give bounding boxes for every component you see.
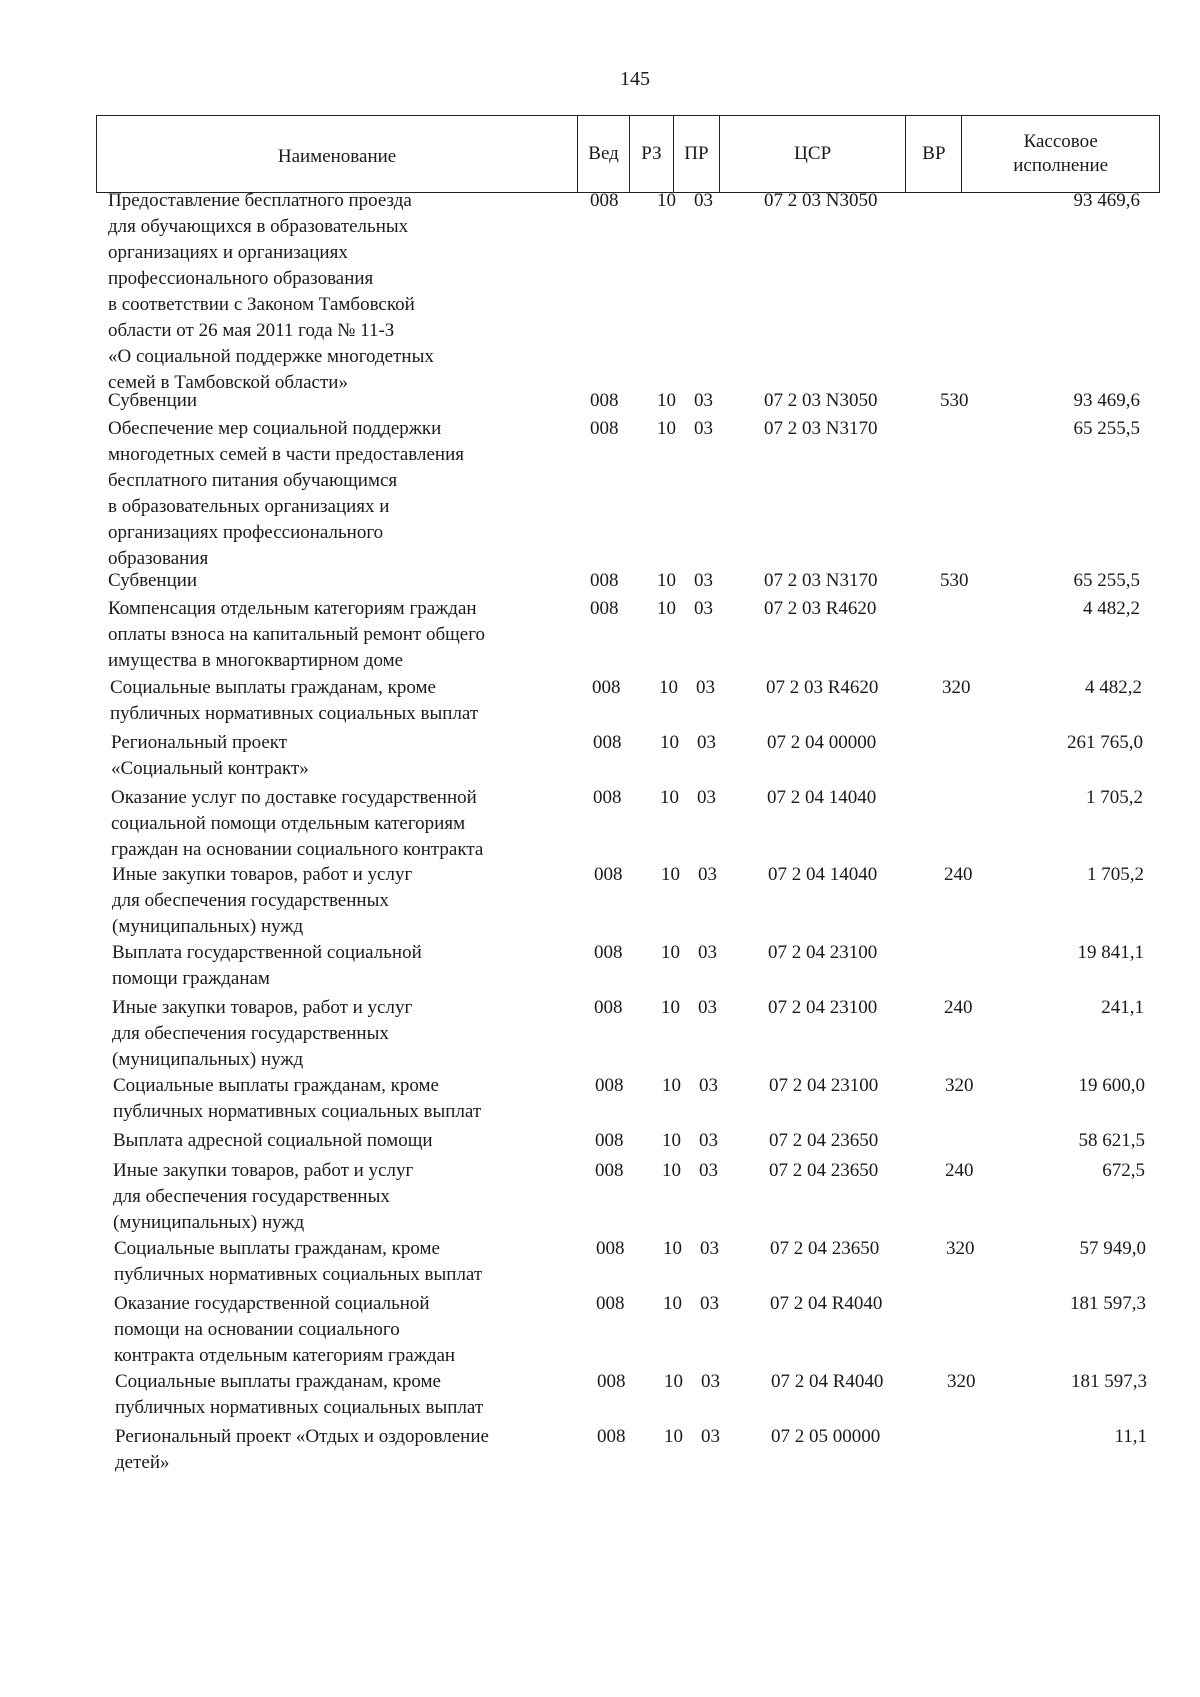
row-name: Предоставление бесплатного проезда для обучающихся в образовательных организациях и организациях профессионального образования в соответствии с Законом Тамбовской области от 26 мая 2011 года № 11-З «О социальной поддержке многодетных семей в Тамбовской области»: [108, 190, 434, 393]
row-execution: 241,1: [1101, 997, 1144, 1018]
row-csr: 07 2 04 14040: [767, 787, 877, 808]
header-pr: ПР: [674, 116, 720, 192]
row-ved: 008: [595, 1130, 624, 1151]
row-name: Социальные выплаты гражданам, кроме публичных нормативных социальных выплат: [114, 1238, 483, 1285]
row-ved: 008: [590, 418, 619, 439]
row-csr: 07 2 04 23100: [768, 942, 878, 963]
row-rz: 10: [664, 1371, 683, 1392]
row-name: Субвенции: [108, 570, 198, 591]
header-ved: Вед: [578, 116, 630, 192]
row-pr: 03: [697, 787, 716, 808]
row-rz: 10: [657, 190, 676, 211]
row-vr: 530: [940, 390, 969, 411]
row-pr: 03: [701, 1371, 720, 1392]
row-rz: 10: [661, 942, 680, 963]
row-rz: 10: [657, 598, 676, 619]
row-ved: 008: [594, 942, 623, 963]
header-csr: ЦСР: [720, 116, 907, 192]
row-rz: 10: [657, 418, 676, 439]
row-execution: 65 255,5: [1073, 418, 1140, 439]
header-vr: ВР: [906, 116, 962, 192]
row-rz: 10: [663, 1238, 682, 1259]
row-pr: 03: [694, 390, 713, 411]
row-pr: 03: [694, 598, 713, 619]
header-execution: Кассовое исполнение: [1013, 131, 1109, 176]
header-name: Наименование: [97, 116, 578, 192]
row-name: Социальные выплаты гражданам, кроме публичных нормативных социальных выплат: [113, 1075, 482, 1122]
row-vr: 530: [940, 570, 969, 591]
row-pr: 03: [700, 1293, 719, 1314]
row-ved: 008: [590, 570, 619, 591]
row-ved: 008: [590, 190, 619, 211]
row-csr: 07 2 03 N3050: [764, 190, 878, 211]
page-number: 145: [620, 68, 650, 90]
row-rz: 10: [664, 1426, 683, 1447]
row-name: Выплата адресной социальной помощи: [113, 1130, 433, 1151]
row-pr: 03: [701, 1426, 720, 1447]
row-execution: 65 255,5: [1073, 570, 1140, 591]
row-pr: 03: [700, 1238, 719, 1259]
row-name: Обеспечение мер социальной поддержки многодетных семей в части предоставления бесплатного питания обучающимся в образовательных организациях и организациях профессионального образования: [108, 418, 464, 569]
row-csr: 07 2 04 R4040: [771, 1371, 884, 1392]
row-csr: 07 2 04 14040: [768, 864, 878, 885]
row-rz: 10: [662, 1075, 681, 1096]
row-ved: 008: [596, 1293, 625, 1314]
row-pr: 03: [699, 1130, 718, 1151]
row-csr: 07 2 04 23100: [768, 997, 878, 1018]
row-ved: 008: [594, 864, 623, 885]
row-execution: 11,1: [1114, 1426, 1147, 1447]
row-execution: 181 597,3: [1070, 1293, 1146, 1314]
row-name: Иные закупки товаров, работ и услуг для обеспечения государственных (муниципальных) нужд: [113, 1160, 414, 1233]
row-pr: 03: [698, 864, 717, 885]
row-name: Компенсация отдельным категориям граждан оплаты взноса на капитальный ремонт общего имущества в многоквартирном доме: [108, 598, 486, 671]
row-name: Выплата государственной социальной помощи гражданам: [112, 942, 422, 989]
row-csr: 07 2 03 R4620: [766, 677, 879, 698]
row-execution: 4 482,2: [1085, 677, 1142, 698]
row-execution: 672,5: [1102, 1160, 1145, 1181]
row-csr: 07 2 04 00000: [767, 732, 877, 753]
row-rz: 10: [660, 732, 679, 753]
row-pr: 03: [699, 1075, 718, 1096]
row-execution: 57 949,0: [1079, 1238, 1146, 1259]
row-execution: 58 621,5: [1078, 1130, 1145, 1151]
row-rz: 10: [657, 390, 676, 411]
row-csr: 07 2 03 N3170: [764, 418, 878, 439]
row-name: Социальные выплаты гражданам, кроме публичных нормативных социальных выплат: [110, 677, 479, 724]
row-execution: 1 705,2: [1086, 787, 1143, 808]
row-ved: 008: [593, 732, 622, 753]
row-pr: 03: [699, 1160, 718, 1181]
row-name: Социальные выплаты гражданам, кроме публичных нормативных социальных выплат: [115, 1371, 484, 1418]
row-vr: 240: [944, 997, 973, 1018]
row-ved: 008: [595, 1075, 624, 1096]
row-ved: 008: [593, 787, 622, 808]
row-vr: 320: [942, 677, 971, 698]
row-ved: 008: [595, 1160, 624, 1181]
row-name: Оказание услуг по доставке государственной социальной помощи отдельным категориям граждан на основании социального контракта: [111, 787, 484, 860]
row-name: Субвенции: [108, 390, 198, 411]
row-csr: 07 2 04 23650: [770, 1238, 880, 1259]
row-ved: 008: [596, 1238, 625, 1259]
row-execution: 1 705,2: [1087, 864, 1144, 885]
row-execution: 93 469,6: [1073, 390, 1140, 411]
row-rz: 10: [663, 1293, 682, 1314]
row-name: Региональный проект «Социальный контракт»: [111, 732, 309, 779]
row-vr: 320: [946, 1238, 975, 1259]
row-csr: 07 2 03 R4620: [764, 598, 877, 619]
row-rz: 10: [660, 787, 679, 808]
row-pr: 03: [698, 942, 717, 963]
row-ved: 008: [590, 390, 619, 411]
row-execution: 181 597,3: [1071, 1371, 1147, 1392]
row-rz: 10: [662, 1160, 681, 1181]
row-ved: 008: [597, 1371, 626, 1392]
row-vr: 320: [947, 1371, 976, 1392]
row-name: Иные закупки товаров, работ и услуг для обеспечения государственных (муниципальных) нужд: [112, 864, 413, 937]
row-ved: 008: [592, 677, 621, 698]
row-ved: 008: [594, 997, 623, 1018]
row-pr: 03: [694, 190, 713, 211]
row-csr: 07 2 04 23650: [769, 1160, 879, 1181]
row-pr: 03: [698, 997, 717, 1018]
row-execution: 4 482,2: [1083, 598, 1140, 619]
row-pr: 03: [694, 570, 713, 591]
row-name: Иные закупки товаров, работ и услуг для обеспечения государственных (муниципальных) нужд: [112, 997, 413, 1070]
row-name: Региональный проект «Отдых и оздоровление детей»: [115, 1426, 489, 1473]
row-vr: 240: [945, 1160, 974, 1181]
row-rz: 10: [659, 677, 678, 698]
row-rz: 10: [662, 1130, 681, 1151]
row-pr: 03: [694, 418, 713, 439]
row-csr: 07 2 05 00000: [771, 1426, 881, 1447]
row-csr: 07 2 04 23100: [769, 1075, 879, 1096]
row-csr: 07 2 03 N3050: [764, 390, 878, 411]
row-vr: 320: [945, 1075, 974, 1096]
row-csr: 07 2 04 23650: [769, 1130, 879, 1151]
row-rz: 10: [661, 997, 680, 1018]
row-csr: 07 2 04 R4040: [770, 1293, 883, 1314]
row-execution: 19 600,0: [1078, 1075, 1145, 1096]
row-vr: 240: [944, 864, 973, 885]
row-execution: 261 765,0: [1067, 732, 1143, 753]
row-rz: 10: [657, 570, 676, 591]
row-execution: 93 469,6: [1073, 190, 1140, 211]
row-name: Оказание государственной социальной помощи на основании социального контракта отдельным категориям граждан: [114, 1293, 456, 1366]
row-pr: 03: [696, 677, 715, 698]
row-csr: 07 2 03 N3170: [764, 570, 878, 591]
header-rz: РЗ: [630, 116, 674, 192]
row-ved: 008: [590, 598, 619, 619]
row-ved: 008: [597, 1426, 626, 1447]
row-rz: 10: [661, 864, 680, 885]
row-pr: 03: [697, 732, 716, 753]
row-execution: 19 841,1: [1077, 942, 1144, 963]
